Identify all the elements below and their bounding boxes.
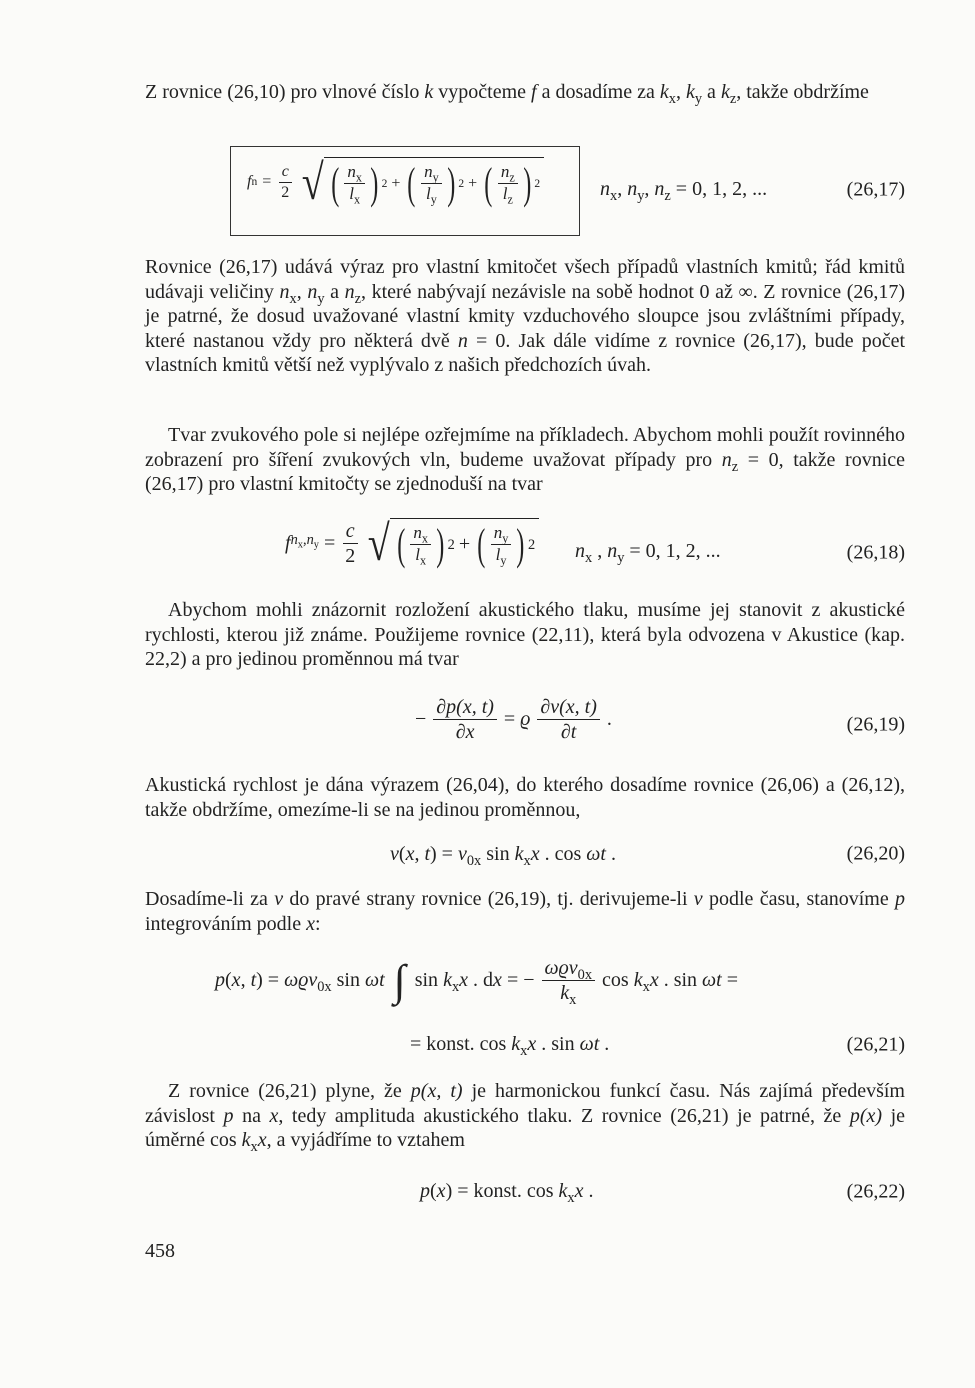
equation-number: (26,18) [846,541,905,564]
paragraph-dosadime: Dosadíme-li za v do pravé strany rovnice (26,19), tj. derivujeme-li v podle času, stanovíme p integrováním podle x: [145,888,905,935]
equation-number: (26,20) [846,842,905,865]
equation-26-21-line2: = konst. $\cos k_xx$ . sin ωt . (26,21) [410,1033,905,1060]
paragraph-akusticky-tlak: Abychom mohli znázornit rozložení akustického tlaku, musíme jej stanovit z akustické rychlosti, kterou již známe. Použijeme rovnice (22,11), která byla odvozena v Akustice (kap. 22,2) a pro jedinou proměnnou má tvar [145,599,905,670]
equation-26-22: p(x) = konst. $\cos k_xx$ . (26,22) [420,1180,905,1207]
equation-26-19: − $\frac{\partial p(x, t)}{\partial x}$ = ϱ $\frac{\partial v(x, t)}{\partial t}$ . (26,19) [415,696,905,743]
paragraph-intro: Z rovnice (26,10) pro vlnové číslo k vypočteme f a dosadíme za $k_x$, $k_y$ a $k_z$, takže obdržíme [145,81,869,108]
equation-26-20: v(x, $t) = v_{0x}$ $\sin k_xx$ . cos ωt . (26,20) [390,842,905,870]
paragraph-harmonicka-funkce: Z rovnice (26,21) plyne, že p(x, t) je harmonickou funkcí času. Nás zajímá především závislost p na x, tedy amplituda akustického tlaku. Z rovnice (26,21) je patrné, že p(x) je úměrné $\cos k_xx$, a vyjádříme to vztahem [145,1080,905,1156]
paragraph-akusticka-rychlost: Akustická rychlost je dána výrazem (26,04), do kterého dosadíme rovnice (26,06) a (26,12), takže obdržíme, omezíme-li se na jedinou proměnnou, [145,774,905,821]
equation-number: (26,17) [846,178,905,201]
equation-26-17-condition: $n_x$, $n_y$, $n_z = 0$, 1, 2, ... (26,17) [600,178,905,205]
page-number: 458 [145,1240,175,1262]
paragraph-tvar-pole: Tvar zvukového pole si nejlépe ozřejmíme na příkladech. Abychom mohli použít rovinného zobrazení pro šíření zvukových vln, budeme uvažovat případy pro $n_z = 0$, takže rovnice (26,17) pro vlastní kmitočty se zjednoduší na tvar [145,424,906,495]
equation-26-17: f n = $\frac{c}{2}$ √ ( $\frac{n_x}{l_x}$ ) 2 + ( $\frac{n_y}{l_y}$ ) 2 + ( $\frac{n_z}{l_z}$ ) 2 [247,157,544,207]
paragraph-vlastni-kmitocet: Rovnice (26,17) udává výraz pro vlastní kmitočet všech případů vlastních kmitů; řád kmitů udávaji veličiny $n_x$, $n_y$ a $n_z$, které nabývají nezávisle na sobě hodnot 0 až ∞. Z rovnice (26,17) je patrné, že dosud uvažované vlastní kmity vzduchového sloupce jsou zvláštními případy, které nastanou vždy pro některá dvě n = 0. Jak dále vidíme z rovnice (26,17), bude počet vlastních kmitů větší než vyplývalo z našich předchozích úvah. [145,256,906,376]
equation-number: (26,21) [846,1033,905,1056]
equation-26-21-line1: p(x, t) = ωϱv$_{0x}$ sin ωt ∫ $\sin k_xx$ . dx = − $\frac{\omega ϱv_{0x}}{k_x}$ $\cos k_xx$ . sin ωt = [215,955,739,1009]
equation-number: (26,19) [846,713,905,736]
equation-26-18: f $n_x,n_y$ = $\frac{c}{2}$ √ ( $\frac{n_x}{l_x}$ ) 2 + ( $\frac{n_y}{l_y}$ ) 2 $n_x$ , $n_y = 0$, 1, 2, ... (26,18) [285,515,905,571]
equation-number: (26,22) [846,1180,905,1203]
